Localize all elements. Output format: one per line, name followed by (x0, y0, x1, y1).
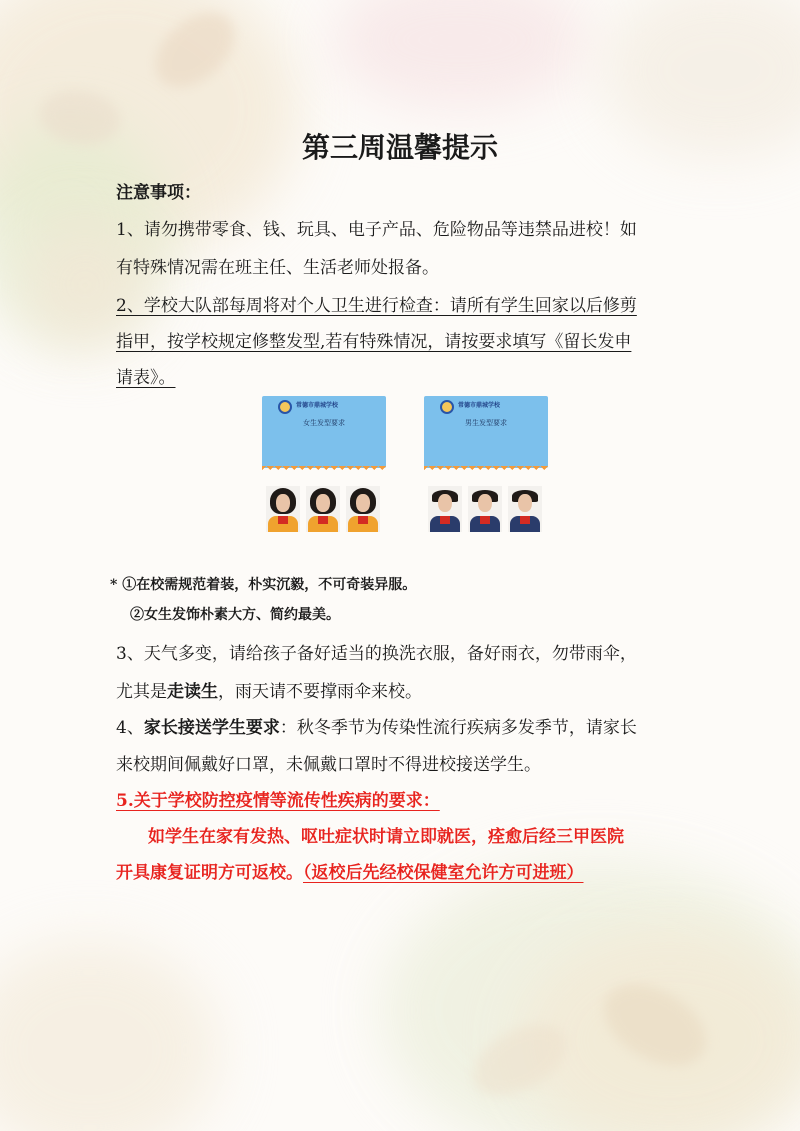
item-5-line-1: 如学生在家有发热、呕吐症状时请立即就医，痊愈后经三甲医院 (148, 827, 624, 847)
item-5-underlined-note: （返校后先经校保健室允许方可进班） (303, 863, 584, 883)
girl-hairstyle-photo (346, 486, 380, 532)
item-2-line-1: 2、学校大队部每周将对个人卫生进行检查：请所有学生回家以后修剪 (116, 296, 637, 316)
item-2-line-3: 请表》。 (116, 368, 176, 388)
item-4-emphasis: 家长接送学生要求 (143, 718, 280, 738)
item-4-text: ：秋冬季节为传染性流行疾病多发季节，请家长 (279, 718, 637, 738)
item-3-text: 尤其是 (116, 682, 167, 702)
poster-school-name: 常德市鼎城学校 (296, 402, 339, 409)
school-logo-icon (440, 400, 454, 414)
item-1-line-2: 有特殊情况需在班主任、生活老师处报备。 (116, 258, 439, 278)
item-5-title: 5.关于学校防控疫情等流传性疾病的要求： (116, 791, 440, 811)
item-3-text: ，雨天请不要撑雨伞来校。 (218, 682, 422, 702)
boys-hairstyle-poster (424, 396, 548, 468)
girl-hairstyle-photo (266, 486, 300, 532)
item-4-number: 4、 (116, 718, 144, 738)
section-heading: 注意事项： (116, 183, 201, 203)
note-line-2: ②女生发饰朴素大方、简约最美。 (130, 607, 340, 623)
girls-hairstyle-poster (262, 396, 386, 468)
boy-hairstyle-photo (468, 486, 502, 532)
poster-school-name: 常德市鼎城学校 (458, 402, 501, 409)
item-5-text: 开具康复证明方可返校。 (116, 863, 303, 883)
item-3-line-2 (116, 677, 422, 702)
item-4-line-1 (116, 713, 637, 738)
note-line-1: * ①在校需规范着装，朴实沉毅，不可奇装异服。 (110, 577, 417, 593)
boy-hairstyle-photo (508, 486, 542, 532)
poster-title: 男生发型要求 (465, 419, 507, 427)
item-4-line-2: 来校期间佩戴好口罩，未佩戴口罩时不得进校接送学生。 (116, 755, 541, 775)
item-1-line-1: 1、请勿携带零食、钱、玩具、电子产品、危险物品等违禁品进校！如 (116, 220, 637, 240)
school-logo-icon (278, 400, 292, 414)
item-3-line-1: 3、天气多变，请给孩子备好适当的换洗衣服，备好雨衣，勿带雨伞， (116, 644, 637, 664)
item-5-line-2 (116, 858, 584, 883)
item-2-line-2: 指甲，按学校规定修整发型,若有特殊情况，请按要求填写《留长发申 (116, 332, 632, 352)
poster-title: 女生发型要求 (303, 419, 345, 427)
girl-hairstyle-photo (306, 486, 340, 532)
boy-hairstyle-photo (428, 486, 462, 532)
item-3-emphasis: 走读生 (167, 682, 218, 702)
page-title: 第三周温馨提示 (301, 131, 498, 164)
